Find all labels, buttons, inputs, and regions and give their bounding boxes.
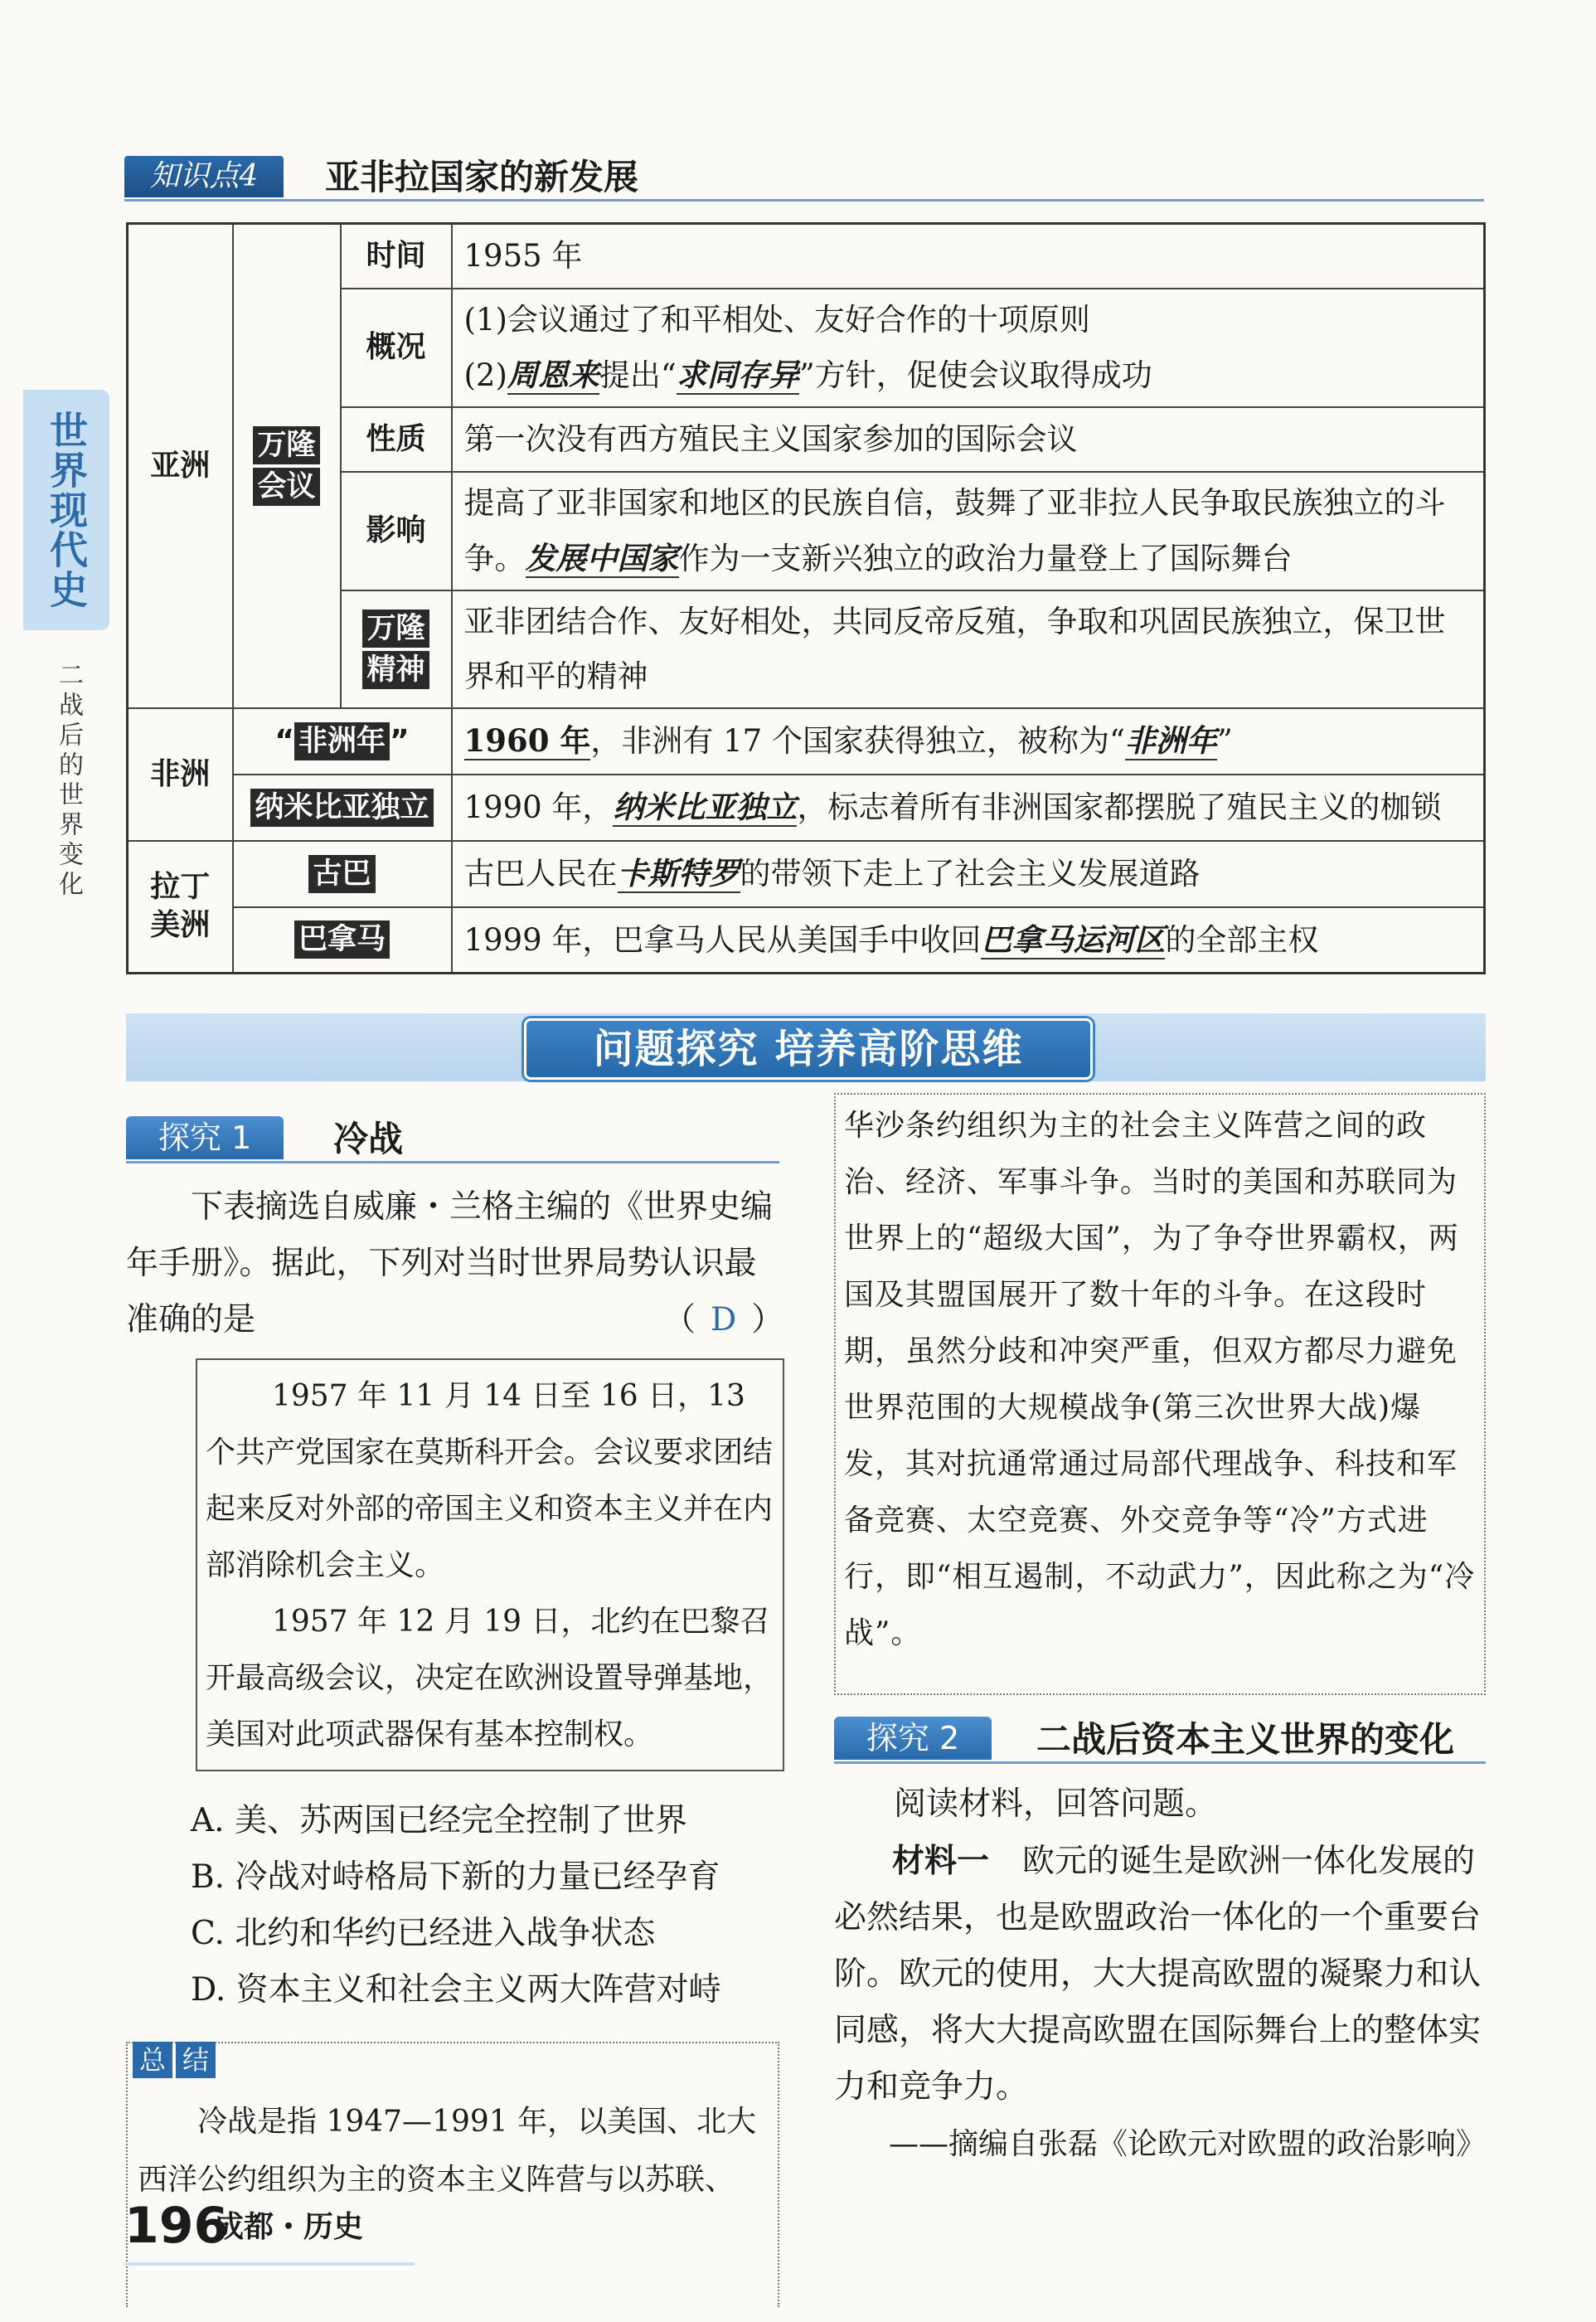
row-label-impact: 影响 xyxy=(341,472,452,590)
quote-box xyxy=(196,1358,784,1771)
cold-war-summary-continued: 华沙条约组织为主的社会主义阵营之间的政治、经济、军事斗争。当时的美国和苏联同为世界上的“超级大国”，为了争夺世界霸权，两国及其盟国展开了数十年的斗争。在这段时期，虽然分歧和冲突严重，但双方都尽力避免世界范围的大规模战争(第三次世界大战)爆发，其对抗通常通过局部代理战争、科技和军备竞赛、太空竞赛、外交竞争等“冷”方式进行，即“相互遏制，不动武力”，因此称之为“冷战”。 xyxy=(834,1093,1486,1695)
cuba-content xyxy=(452,841,1485,907)
row-label-time: 时间 xyxy=(341,224,452,289)
inquiry-1-title: 冷战 xyxy=(333,1119,404,1159)
keyword-qiutong-cunyi: 求同存异 xyxy=(676,356,799,393)
inquiry-1-header xyxy=(126,1116,779,1163)
overview-line-1: (1)会议通过了和平相处、友好合作的十项原则 xyxy=(463,301,1090,338)
summary-tag-2: 结 xyxy=(176,2042,216,2078)
answer-close: ） xyxy=(751,1301,784,1338)
quote-paragraph-2: 1957 年 12 月 19 日，北约在巴黎召开最高级会议，决定在欧洲设置导弹基地，美国对此项武器保有基本控制权。 xyxy=(206,1605,774,1751)
cuba-text-c: 的带领下走上了社会主义发展道路 xyxy=(740,856,1201,891)
namibia-text-c: ，标志着所有非洲国家都摆脱了殖民主义的枷锁 xyxy=(797,789,1442,825)
overview-line-2a: (2) xyxy=(463,357,507,393)
answer-choice: D xyxy=(711,1301,737,1338)
option-a[interactable]: A. 美、苏两国已经完全控制了世界 xyxy=(191,1802,687,1839)
panama-text-c: 的全部主权 xyxy=(1165,921,1319,958)
knowledge-point-header xyxy=(124,156,1484,202)
keyword-castro: 卡斯特罗 xyxy=(617,855,740,891)
keyword-1960: 1960 年 xyxy=(463,722,591,759)
cuba-label xyxy=(233,841,452,907)
answer-open: （ xyxy=(663,1301,696,1338)
bandung-conference-label xyxy=(233,224,341,708)
panama-label xyxy=(233,907,452,974)
summary-text: 冷战是指 1947—1991 年，以美国、北大西洋公约组织为主的资本主义阵营与以苏联、 xyxy=(138,2105,757,2197)
question-text: 下表摘选自威廉・兰格主编的《世界史编年手册》。据此，下列对当时世界局势认识最准确的是 xyxy=(126,1188,774,1338)
footer-underline xyxy=(124,2262,415,2266)
keyword-namibia: 纳米比亚独立 xyxy=(613,789,798,825)
cuba-label-text: 古巴 xyxy=(308,855,375,893)
material-1 xyxy=(834,1833,1486,2116)
footer-label: 成都・历史 xyxy=(214,2210,364,2244)
summary-tag-1: 总 xyxy=(133,2042,172,2078)
row-content-impact xyxy=(452,472,1485,590)
quote-paragraph-1: 1957 年 11 月 14 日至 16 日，13 个共产党国家在莫斯科开会。会议要求团结起来反对外部的帝国主义和资本主义并在内部消除机会主义。 xyxy=(206,1379,774,1582)
knowledge-table xyxy=(126,222,1486,972)
summary-box xyxy=(126,2042,779,2307)
side-tab: 世界现代史 xyxy=(23,390,109,630)
panama-content xyxy=(452,907,1485,974)
row-label-spirit xyxy=(341,590,452,708)
answer-bracket xyxy=(663,1292,784,1348)
inquiry-2-intro: 阅读材料，回答问题。 xyxy=(894,1785,1218,1823)
overview-line-2e: ”方针，促使会议取得成功 xyxy=(798,357,1152,393)
cuba-text-a: 古巴人民在 xyxy=(463,856,618,891)
inquiry-2-title: 二战后资本主义世界的变化 xyxy=(1036,1719,1455,1760)
options-list xyxy=(191,1793,771,2018)
namibia-text-a: 1990 年， xyxy=(463,789,614,825)
region-latin-america xyxy=(128,841,233,974)
keyword-panama-canal: 巴拿马运河区 xyxy=(981,921,1166,958)
section-banner xyxy=(126,1013,1486,1081)
knowledge-point-tag: 知识点4 xyxy=(124,156,284,197)
keyword-developing-countries: 发展中国家 xyxy=(525,539,679,576)
page-number: 196 xyxy=(124,2197,229,2255)
impact-text-a: 提高了亚非国家和地区的民族自信，鼓舞了亚非拉人民争取民族独立的斗争。 xyxy=(463,484,1446,576)
row-content-time: 1955 年 xyxy=(452,224,1485,289)
region-africa: 非洲 xyxy=(128,708,233,841)
africa-year-content xyxy=(452,708,1485,775)
row-content-nature: 第一次没有西方殖民主义国家参加的国际会议 xyxy=(452,407,1485,472)
bandung-label-2: 会议 xyxy=(253,468,319,506)
africa-year-label-close: ” xyxy=(390,723,410,758)
africa-year-label xyxy=(233,708,452,775)
region-asia: 亚洲 xyxy=(128,224,233,708)
overview-line-2c: 提出“ xyxy=(599,357,677,393)
option-b[interactable]: B. 冷战对峙格局下新的力量已经孕育 xyxy=(191,1858,720,1896)
side-subtitle: 二战后的世界变化 xyxy=(54,662,83,901)
africa-year-text-d: ” xyxy=(1216,723,1233,759)
africa-year-label-text: 非洲年 xyxy=(294,722,390,760)
option-c[interactable]: C. 北约和华约已经进入战争状态 xyxy=(191,1915,656,1952)
inquiry-2-header xyxy=(834,1717,1486,1764)
material-source: ——摘编自张磊《论欧元对欧盟的政治影响》 xyxy=(888,2127,1486,2161)
row-label-nature: 性质 xyxy=(341,407,452,472)
panama-text-a: 1999 年，巴拿马人民从美国手中收回 xyxy=(463,921,982,958)
latin-label-2: 美洲 xyxy=(150,908,211,943)
latin-label-1: 拉丁 xyxy=(150,870,211,905)
africa-year-label-open: “ xyxy=(274,723,294,758)
material-label: 材料一 xyxy=(892,1842,990,1880)
banner-title: 问题探究 培养高阶思维 xyxy=(524,1018,1093,1080)
spirit-label-1: 万隆 xyxy=(362,610,429,648)
impact-text-c: 作为一支新兴独立的政治力量登上了国际舞台 xyxy=(678,540,1293,576)
row-content-overview xyxy=(452,289,1485,407)
spirit-label-2: 精神 xyxy=(362,651,429,689)
panama-label-text: 巴拿马 xyxy=(294,921,390,959)
knowledge-point-title: 亚非拉国家的新发展 xyxy=(325,157,639,197)
option-d[interactable]: D. 资本主义和社会主义两大阵营对峙 xyxy=(191,1971,721,2009)
row-content-spirit: 亚非团结合作、友好相处，共同反帝反殖，争取和巩固民族独立，保卫世界和平的精神 xyxy=(452,590,1485,708)
namibia-label xyxy=(233,775,452,841)
inquiry-2-tag: 探究 2 xyxy=(834,1717,992,1760)
summary-tag xyxy=(133,2042,219,2078)
bandung-label-1: 万隆 xyxy=(253,426,319,464)
keyword-africa-year: 非洲年 xyxy=(1124,722,1217,759)
inquiry-1-tag: 探究 1 xyxy=(126,1116,284,1159)
namibia-label-text: 纳米比亚独立 xyxy=(250,789,433,827)
africa-year-text-b: ，非洲有 17 个国家获得独立，被称为“ xyxy=(590,723,1125,759)
namibia-content xyxy=(452,775,1485,841)
row-label-overview: 概况 xyxy=(341,289,452,407)
keyword-zhou-enlai: 周恩来 xyxy=(507,356,599,393)
material-text: 欧元的诞生是欧洲一体化发展的必然结果，也是欧盟政治一体化的一个重要台阶。欧元的使用，大大提高欧盟的凝聚力和认同感，将大大提高欧盟在国际舞台上的整体实力和竞争力。 xyxy=(834,1843,1482,2106)
